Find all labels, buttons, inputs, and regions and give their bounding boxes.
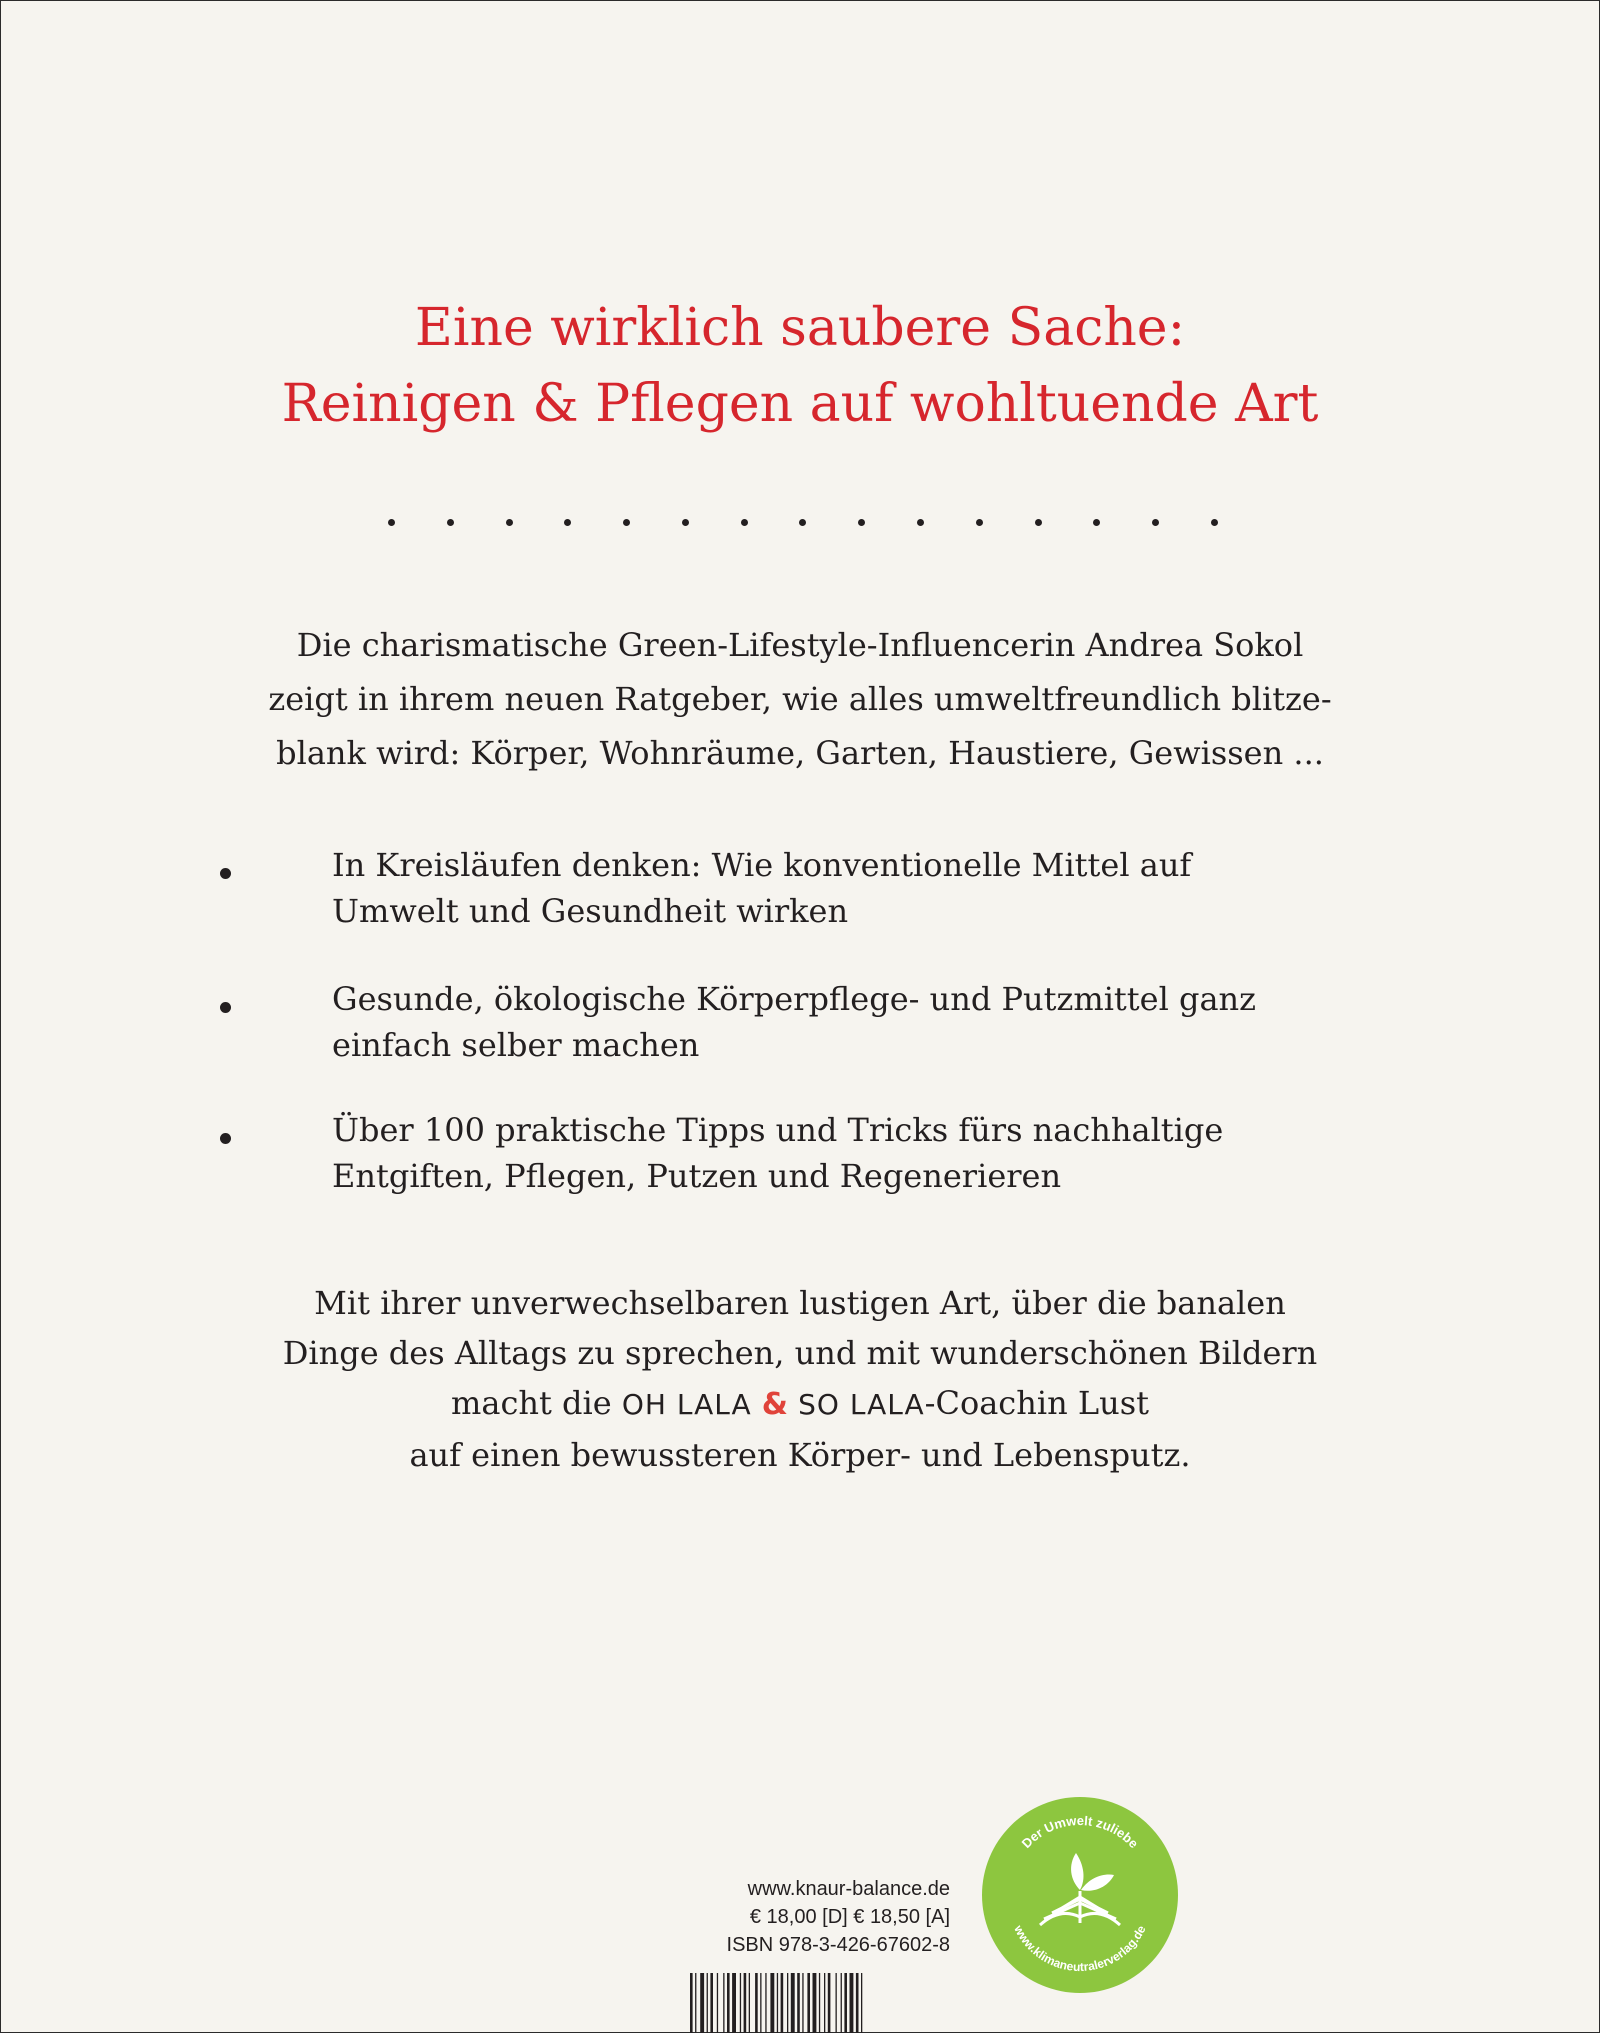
imprint-block — [690, 1875, 950, 1959]
barcode-bar — [727, 1973, 730, 2033]
intro-line: Die charismatische Green-Lifestyle-Influencerin Andrea Sokol — [296, 626, 1304, 664]
intro-line: blank wird: Körper, Wohnräume, Garten, Haustiere, Gewissen ... — [276, 734, 1324, 772]
bullet-line: einfach selber machen — [332, 1026, 700, 1064]
barcode-bar — [828, 1973, 831, 2033]
publisher-website: www.knaur-balance.de — [747, 1878, 950, 1900]
barcode-bar — [850, 1973, 854, 2033]
barcode — [688, 1973, 936, 2033]
outro-line: Dinge des Alltags zu sprechen, und mit wunderschönen Bildern — [282, 1334, 1318, 1372]
divider-dot — [447, 519, 454, 526]
divider-dot — [799, 519, 806, 526]
divider-dot — [682, 519, 689, 526]
divider-dot — [1093, 519, 1100, 526]
barcode-bar — [770, 1973, 774, 2033]
barcode-bar — [861, 1973, 862, 2033]
headline-line-2: Reinigen & Pflegen auf wohltuende Art — [281, 374, 1319, 434]
barcode-bar — [732, 1973, 736, 2033]
divider-dot — [388, 519, 395, 526]
bullet-dot-icon — [220, 868, 231, 879]
barcode-bar — [749, 1973, 750, 2033]
barcode-bar — [844, 1973, 847, 2033]
barcode-bar — [819, 1973, 820, 2033]
barcode-bar — [787, 1973, 788, 2033]
barcode-bar — [781, 1973, 784, 2033]
seal-text-bottom: www.klimaneutralerverlag.de — [1011, 1923, 1149, 1975]
barcode-bar — [744, 1973, 747, 2033]
barcode-bar — [690, 1973, 693, 2033]
barcode-bar — [740, 1973, 741, 2033]
barcode-bar — [841, 1973, 842, 2033]
intro-paragraph — [170, 618, 1430, 780]
divider-dot — [1211, 519, 1218, 526]
barcode-bar — [710, 1973, 713, 2033]
barcode-bar — [802, 1973, 803, 2033]
barcode-bar — [717, 1973, 718, 2033]
outro-text: macht die — [451, 1384, 622, 1422]
headline-line-1: Eine wirklich saubere Sache: — [414, 298, 1186, 358]
divider-dot — [917, 519, 924, 526]
divider-dot — [564, 519, 571, 526]
bullet-line: Umwelt und Gesundheit wirken — [332, 892, 849, 930]
intro-line: zeigt in ihrem neuen Ratgeber, wie alles umweltfreundlich blitze- — [268, 680, 1332, 718]
climate-neutral-seal — [980, 1795, 1180, 1995]
barcode-bar — [813, 1973, 817, 2033]
barcode-bar — [807, 1973, 810, 2033]
barcode-bar — [797, 1973, 800, 2033]
bullet-text — [332, 842, 1442, 934]
bullet-text — [332, 1107, 1442, 1199]
bullet-dot-icon — [220, 1002, 231, 1013]
divider-dot — [858, 519, 865, 526]
barcode-bar — [824, 1973, 825, 2033]
bullet-line: Gesunde, ökologische Körperpflege- und Putzmittel ganz — [332, 980, 1257, 1018]
barcode-bar — [791, 1973, 795, 2033]
barcode-bar — [856, 1973, 859, 2033]
divider-dot — [506, 519, 513, 526]
bullet-dot-icon — [220, 1133, 231, 1144]
barcode-bar — [755, 1973, 758, 2033]
barcode-bar — [777, 1973, 778, 2033]
barcode-bar — [695, 1973, 696, 2033]
divider-dot — [1152, 519, 1159, 526]
barcode-bar — [723, 1973, 724, 2033]
barcode-bar — [765, 1973, 766, 2033]
isbn-label: ISBN 978-3-426-67602-8 — [726, 1934, 950, 1956]
dot-divider — [388, 510, 1218, 534]
barcode-bar — [707, 1973, 708, 2033]
barcode-bar — [700, 1973, 704, 2033]
outro-line — [120, 1378, 1480, 1430]
divider-dot — [741, 519, 748, 526]
bullet-line: Über 100 praktische Tipps und Tricks fürs nachhaltige — [332, 1111, 1224, 1149]
outro-line: auf einen bewussteren Körper- und Lebensputz. — [409, 1436, 1191, 1474]
brand-ampersand: & — [761, 1387, 788, 1422]
brand-oh-lala: OH LALA — [621, 1388, 752, 1421]
divider-dot — [976, 519, 983, 526]
divider-dot — [623, 519, 630, 526]
price-label: € 18,00 [D] € 18,50 [A] — [749, 1906, 950, 1928]
bullet-text — [332, 976, 1442, 1068]
seal-text-top: Der Umwelt zuliebe — [1018, 1812, 1142, 1852]
bullet-line: In Kreisläufen denken: Wie konventionelle Mittel auf — [332, 846, 1192, 884]
outro-text: -Coachin Lust — [924, 1384, 1149, 1422]
outro-paragraph — [120, 1278, 1480, 1480]
brand-so-lala: SO LALA — [798, 1388, 925, 1421]
barcode-bar — [760, 1973, 761, 2033]
divider-dot — [1035, 519, 1042, 526]
bullet-line: Entgiften, Pflegen, Putzen und Regenerieren — [332, 1157, 1062, 1195]
outro-line: Mit ihrer unverwechselbaren lustigen Art, über die banalen — [314, 1284, 1286, 1322]
barcode-bar — [836, 1973, 837, 2033]
